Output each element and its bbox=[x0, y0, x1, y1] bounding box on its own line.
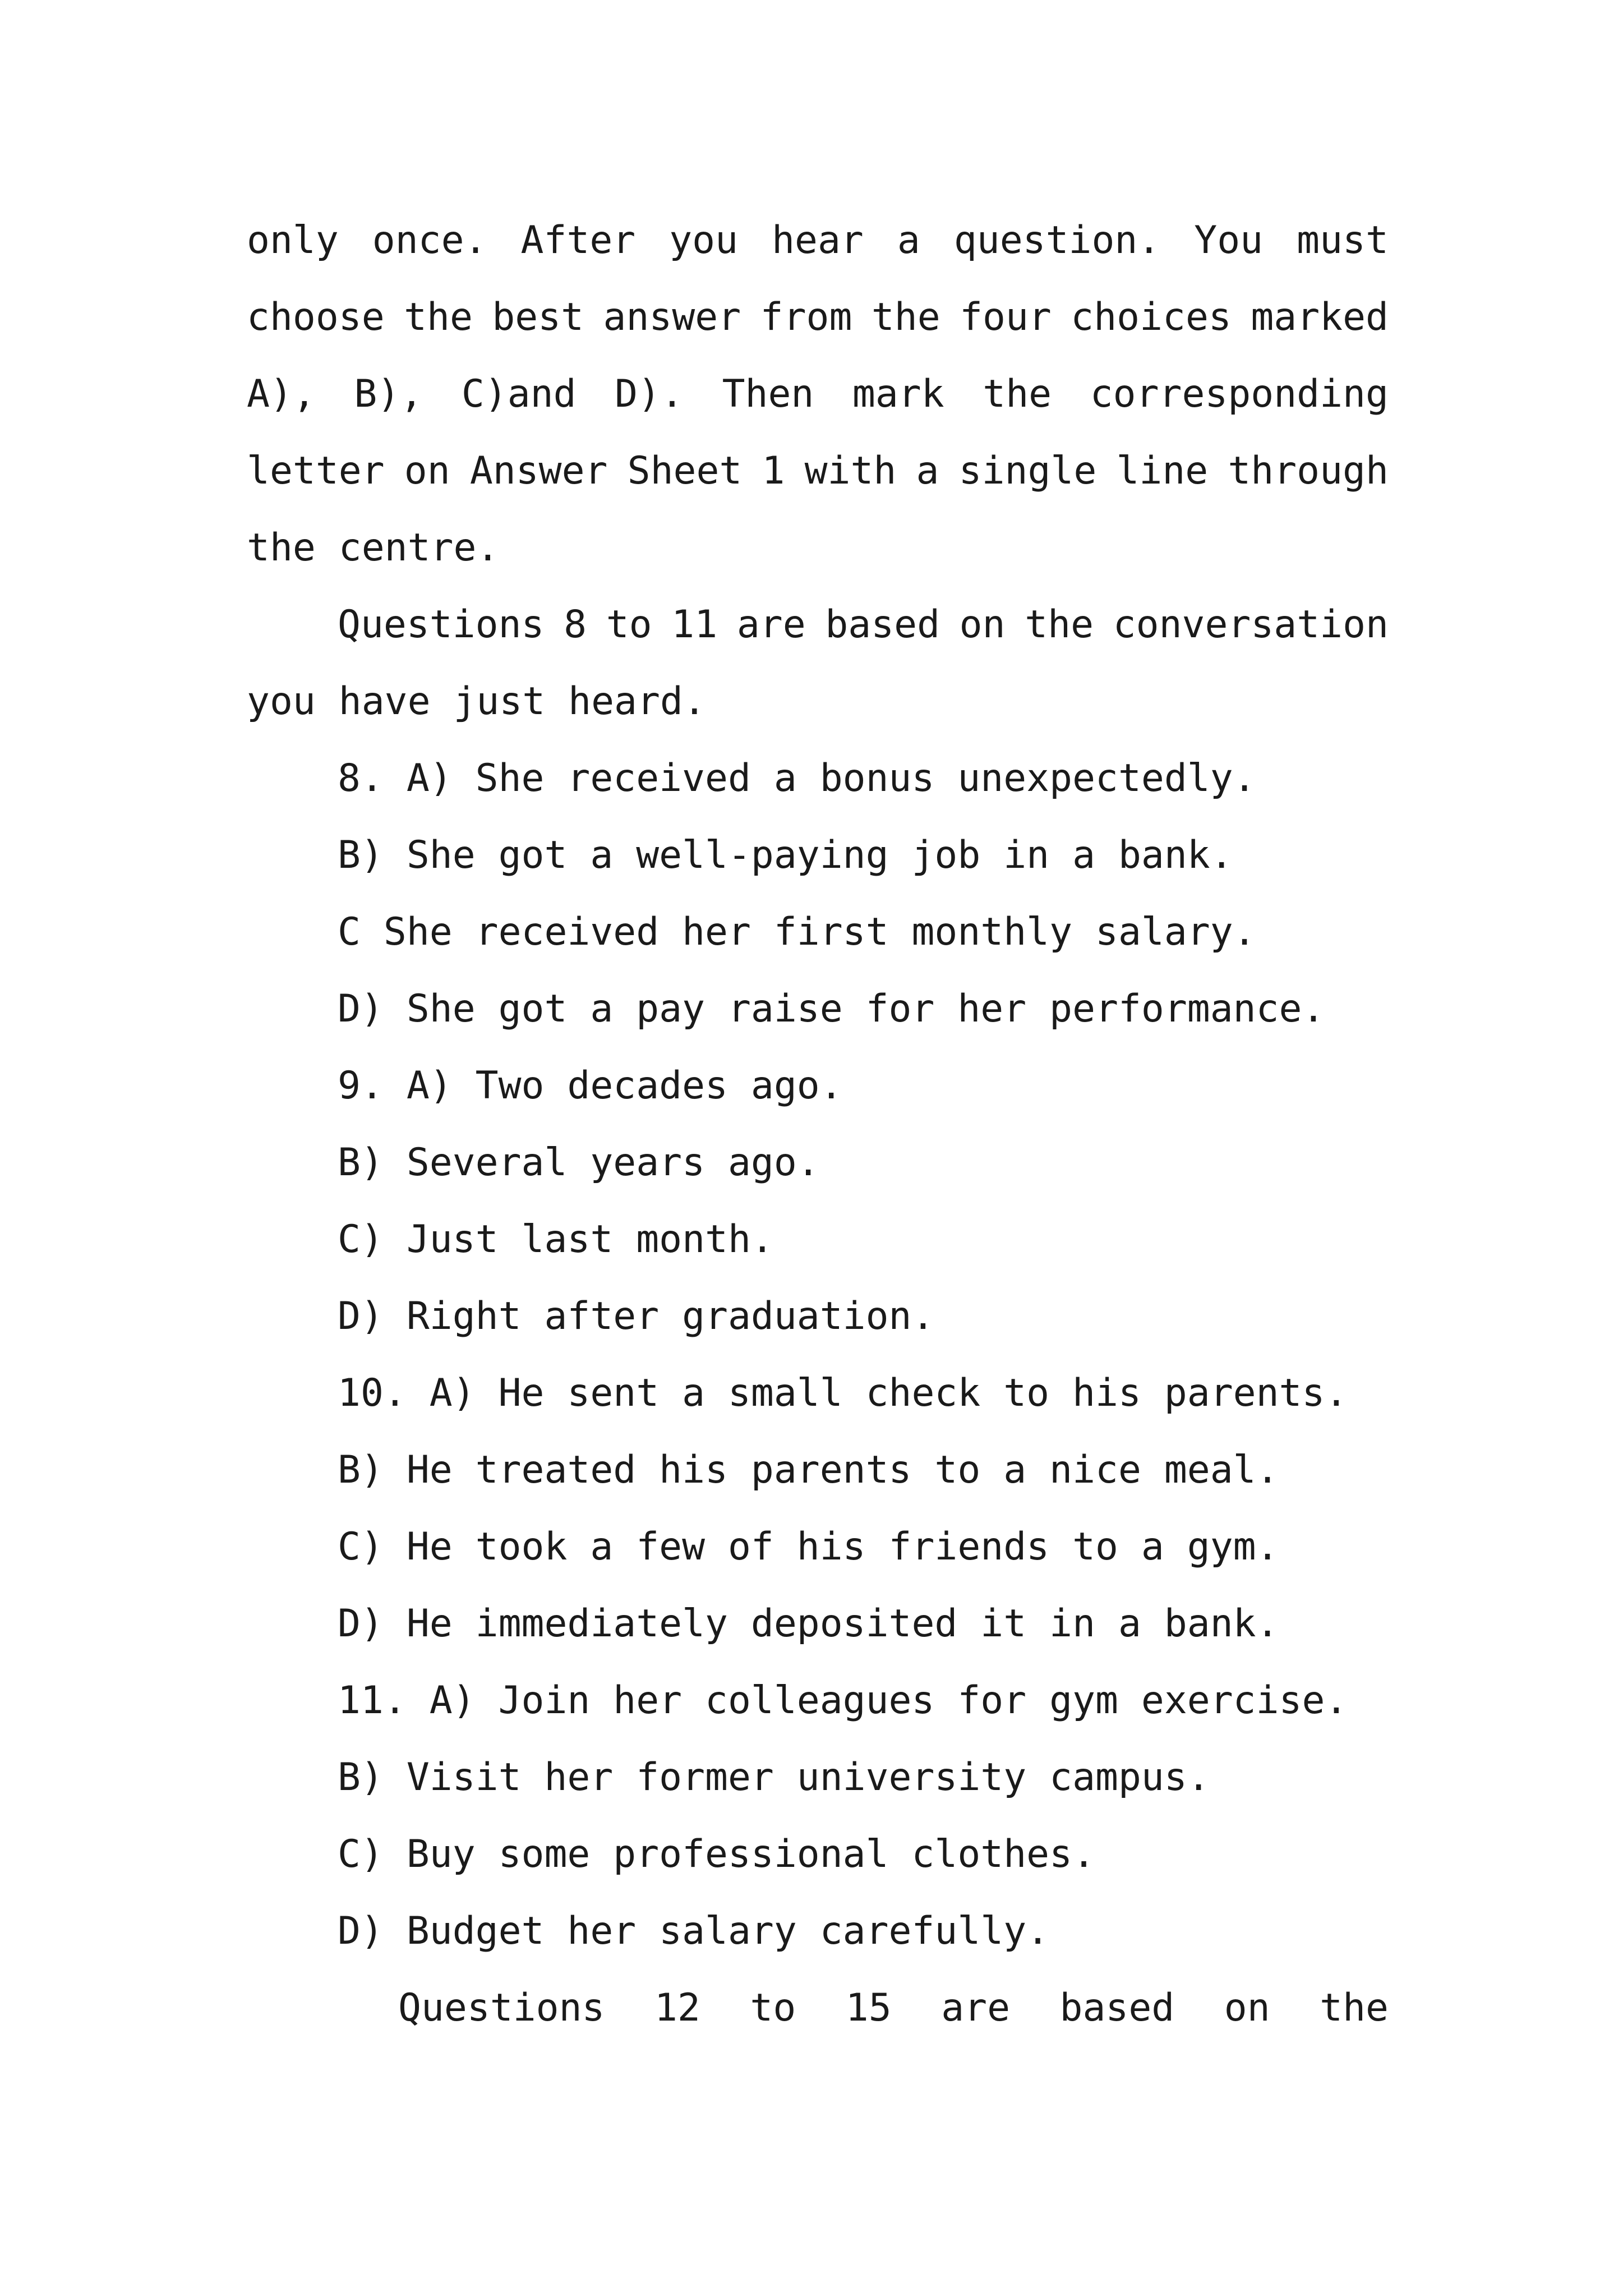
word: choices bbox=[1071, 295, 1232, 339]
word: based bbox=[825, 602, 940, 647]
word: are bbox=[736, 602, 806, 647]
word: on bbox=[1224, 1986, 1270, 2030]
word: you bbox=[669, 218, 739, 263]
question-9-option-c: C) Just last month. bbox=[338, 1217, 774, 1262]
word: 12 bbox=[654, 1986, 700, 2030]
word: Questions bbox=[338, 602, 545, 647]
word: based bbox=[1059, 1986, 1175, 2030]
question-10-option-b: B) He treated his parents to a nice meal. bbox=[338, 1448, 1279, 1492]
word: Questions bbox=[398, 1986, 605, 2030]
word: the bbox=[1320, 1986, 1389, 2030]
word: to bbox=[750, 1986, 796, 2030]
word: You bbox=[1194, 218, 1264, 263]
word: question. bbox=[953, 218, 1161, 263]
word: Sheet bbox=[627, 449, 743, 493]
question-11-option-b: B) Visit her former university campus. bbox=[338, 1755, 1210, 1800]
word: Then bbox=[722, 372, 814, 416]
question-9-option-b: B) Several years ago. bbox=[338, 1140, 820, 1185]
word: four bbox=[960, 295, 1052, 339]
word: the bbox=[1025, 602, 1094, 647]
intro-line-5: the centre. bbox=[247, 526, 500, 570]
intro-line-4 bbox=[247, 432, 1389, 509]
question-11-option-d: D) Budget her salary carefully. bbox=[338, 1909, 1050, 1953]
question-9-option-a: 9. A) Two decades ago. bbox=[338, 1064, 843, 1108]
question-8-option-b: B) She got a well-paying job in a bank. bbox=[338, 833, 1233, 877]
word: 11 bbox=[671, 602, 718, 647]
word: single bbox=[958, 449, 1097, 493]
word: letter bbox=[247, 449, 385, 493]
word: After bbox=[520, 218, 636, 263]
question-11-option-c: C) Buy some professional clothes. bbox=[338, 1832, 1096, 1876]
word: are bbox=[941, 1986, 1011, 2030]
word: a bbox=[916, 449, 939, 493]
word: once. bbox=[372, 218, 487, 263]
word: from bbox=[760, 295, 852, 339]
word: D). bbox=[615, 372, 684, 416]
word: on bbox=[404, 449, 450, 493]
question-8-option-d: D) She got a pay raise for her performance. bbox=[338, 987, 1325, 1031]
word: only bbox=[247, 218, 339, 263]
word: must bbox=[1297, 218, 1389, 263]
question-10-option-a: 10. A) He sent a small check to his parents. bbox=[338, 1371, 1348, 1415]
word: answer bbox=[603, 295, 741, 339]
question-10-option-d: D) He immediately deposited it in a bank. bbox=[338, 1602, 1279, 1646]
word: mark bbox=[852, 372, 944, 416]
word: Answer bbox=[469, 449, 608, 493]
document-page bbox=[247, 202, 1389, 2046]
word: marked bbox=[1251, 295, 1389, 339]
intro-line-1 bbox=[247, 202, 1389, 279]
intro-line-2 bbox=[247, 279, 1389, 356]
word: 1 bbox=[762, 449, 785, 493]
word: with bbox=[804, 449, 897, 493]
question-9-option-d: D) Right after graduation. bbox=[338, 1294, 935, 1338]
word: choose bbox=[247, 295, 385, 339]
word: the bbox=[983, 372, 1052, 416]
word: a bbox=[897, 218, 920, 263]
word: hear bbox=[772, 218, 864, 263]
word: B), bbox=[354, 372, 423, 416]
section-heading-8-11-cont: you have just heard. bbox=[247, 679, 706, 724]
word: on bbox=[959, 602, 1006, 647]
word: through bbox=[1228, 449, 1389, 493]
word: C)and bbox=[461, 372, 577, 416]
word: 8 bbox=[564, 602, 587, 647]
word: corresponding bbox=[1090, 372, 1389, 416]
section-heading-12-15 bbox=[247, 1970, 1389, 2046]
word: conversation bbox=[1113, 602, 1389, 647]
word: line bbox=[1116, 449, 1209, 493]
word: A), bbox=[247, 372, 316, 416]
question-10-option-c: C) He took a few of his friends to a gym. bbox=[338, 1525, 1279, 1569]
intro-line-3 bbox=[247, 356, 1389, 432]
question-8-option-a: 8. A) She received a bonus unexpectedly. bbox=[338, 756, 1256, 800]
word: to bbox=[606, 602, 652, 647]
word: best bbox=[492, 295, 584, 339]
section-heading-8-11 bbox=[247, 586, 1389, 663]
word: the bbox=[404, 295, 473, 339]
word: 15 bbox=[845, 1986, 892, 2030]
question-11-option-a: 11. A) Join her colleagues for gym exercise. bbox=[338, 1678, 1348, 1723]
question-8-option-c: C She received her first monthly salary. bbox=[338, 910, 1256, 954]
word: the bbox=[871, 295, 940, 339]
